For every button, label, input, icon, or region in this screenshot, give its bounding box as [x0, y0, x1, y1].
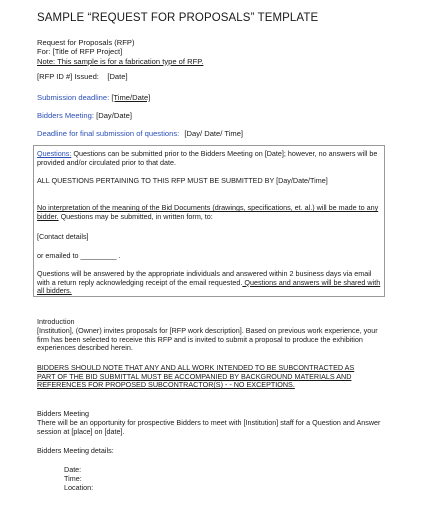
interpretation-paragraph: [37, 204, 382, 221]
final-deadline-label: Deadline for final submission of questions:: [37, 129, 180, 138]
submission-deadline-label: Submission deadline:: [37, 93, 110, 102]
interpretation-underlined: No interpretation of the meaning of the Bid Documents (drawings, specifications, et. al.) will be made to any bidder.: [37, 203, 379, 221]
interpretation-rest: Questions may be submitted, in written form, to:: [58, 211, 213, 221]
submission-deadline-value: [Time/Date]: [111, 93, 151, 102]
questions-label: Questions:: [37, 149, 72, 158]
rfp-project: For: [Title of RFP Project]: [37, 47, 123, 57]
meeting-location-label: Location:: [64, 483, 94, 492]
meeting-time-label: Time:: [64, 474, 82, 483]
answered-paragraph: [37, 270, 382, 296]
emailed-to: or emailed to _________ .: [37, 251, 121, 260]
introduction-heading: Introduction: [37, 317, 75, 326]
contact-details: [Contact details]: [37, 232, 89, 241]
bidders-meeting-details-label: Bidders Meeting details:: [37, 446, 114, 455]
subcontract-notice: BIDDERS SHOULD NOTE THAT ANY AND ALL WORK INTENDED TO BE SUBCONTRACTED AS PART OF THE BID SUBMITTAL MUST BE ACCOMPANIED BY BACKGROUND MATERIALS AND REFERENCES FOR PROPOSED SUBCONTRACTOR(S) - - NO EXCEPTIONS.: [37, 363, 355, 390]
introduction-text: [Institution], (Owner) invites proposals for [RFP work description]. Based on previous work experience, your firm has been selected to receive this RFP and is invited to submit a proposal to produce the exhibition experiences described herein.: [37, 326, 378, 353]
rfp-note: Note: This sample is for a fabrication type of RFP.: [37, 56, 204, 66]
bidders-meeting-text: There will be an opportunity for prospective Bidders to meet with [Institution] staff for a Question and Answer session at [place] on [date].: [37, 418, 381, 436]
questions-text: Questions can be submitted prior to the Bidders Meeting on [Date]; however, no answers will be provided and/or circulated prior to that date.: [37, 149, 378, 167]
answered-text: Questions will be answered by the appropriate individuals and answered within 2 business days via email with a return reply acknowledging receipt of the email requested.: [37, 269, 372, 287]
bidders-meeting-heading: Bidders Meeting: [37, 409, 89, 418]
rfp-id-line: [RFP ID #] Issued: [Date]: [37, 72, 128, 81]
final-deadline-value: [Day/ Date/ Time]: [184, 129, 244, 138]
meeting-date-label: Date:: [64, 465, 82, 474]
must-submit-text: ALL QUESTIONS PERTAINING TO THIS RFP MUST BE SUBMITTED BY [Day/Date/Time]: [37, 176, 328, 185]
questions-paragraph: [37, 150, 382, 167]
final-deadline-row: [37, 129, 243, 138]
bidders-meeting-row: [37, 111, 132, 120]
bidders-meeting-value: [Day/Date]: [96, 111, 132, 120]
page-title: SAMPLE “REQUEST FOR PROPOSALS” TEMPLATE: [37, 12, 319, 24]
answered-shared: Questions and answers will be shared with all bidders.: [37, 277, 381, 296]
rfp-header: [37, 38, 203, 66]
submission-deadline-row: [37, 93, 150, 102]
rfp-label: Request for Proposals (RFP): [37, 38, 135, 47]
bidders-meeting-label: Bidders Meeting:: [37, 111, 94, 120]
